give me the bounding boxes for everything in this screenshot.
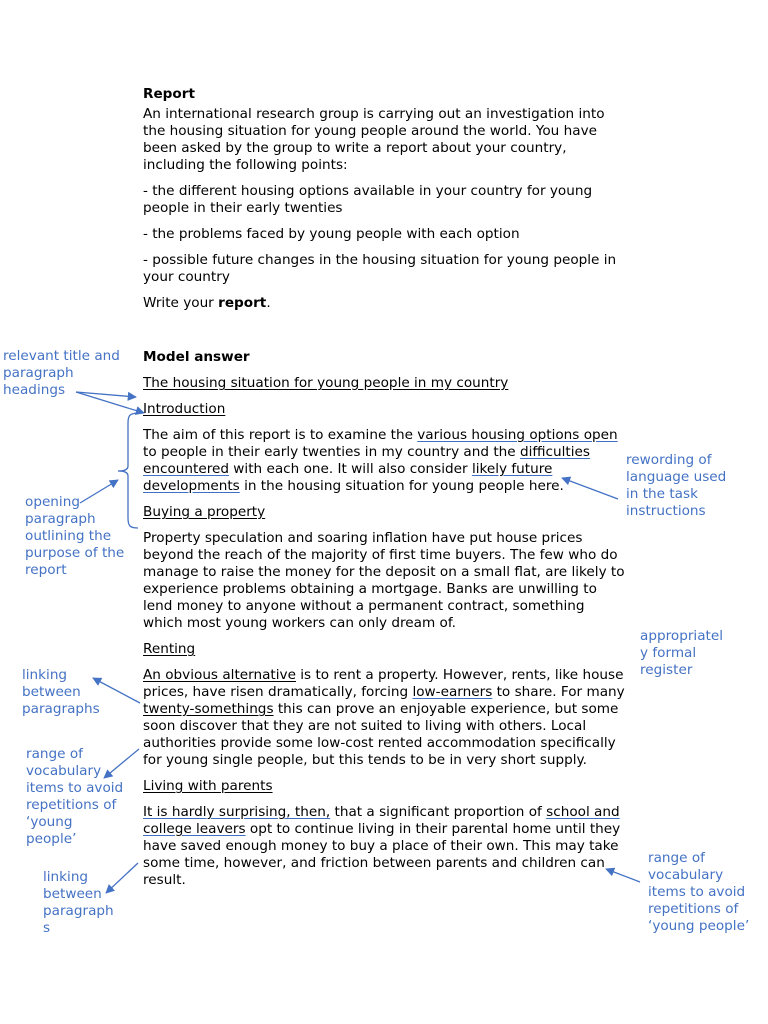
paragraph-renting: An obvious alternative is to rent a property. However, rents, like house prices, have risen dramatically, forcing low-earners to share. For many twenty-somethings this can prove an enjoyable experience, but some soon discover that they are not suited to living with others. Local authorities provide some low-cost rented accommodation specifically for young single people, but this tends to be in very short supply.: [143, 667, 625, 768]
heading-renting: Renting: [143, 641, 196, 657]
heading-parents: Living with parents: [143, 778, 273, 794]
annotation-formal-register: appropriatel y formal register: [640, 628, 723, 678]
annotation-rewording: rewording of language used in the task instructions: [626, 452, 727, 519]
annotation-linking-2: linking between paragraph s: [43, 869, 114, 936]
document-body: [143, 86, 627, 889]
task-intro: An international research group is carrying out an investigation into the housing situation for young people around the world. You have been asked by the group to write a report about your country, including the following points:: [143, 106, 605, 173]
annotation-vocab-left: range of vocabulary items to avoid repetitions of ‘young people’: [26, 746, 124, 847]
paragraph-buying: Property speculation and soaring inflation have put house prices beyond the reach of the majority of first time buyers. The few who do manage to raise the money for the deposit on a small flat, are likely to experience problems obtaining a mortgage. Banks are unwilling to lend money to anyone without a permanent contract, something which most young workers can only dream of.: [143, 530, 625, 631]
annotation-linking-1: linking between paragraphs: [22, 667, 100, 717]
task-title: Report: [143, 86, 195, 102]
model-title: The housing situation for young people in my country: [143, 375, 509, 391]
task-instruction: Write your report.: [143, 295, 271, 311]
heading-introduction: Introduction: [143, 401, 226, 417]
task-point-3: - possible future changes in the housing situation for young people in your country: [143, 252, 617, 285]
annotation-vocab-right: range of vocabulary items to avoid repetitions of ‘young people’: [648, 850, 750, 934]
heading-buying: Buying a property: [143, 504, 266, 520]
annotation-opening-paragraph: opening paragraph outlining the purpose of the report: [25, 494, 125, 578]
paragraph-parents: It is hardly surprising, then, that a significant proportion of school and college leavers opt to continue living in their parental home until they have saved enough money to buy a place of their own. This may take some time, however, and friction between parents and children can result.: [143, 804, 621, 888]
annotation-relevant-title: relevant title and paragraph headings: [3, 348, 120, 398]
model-answer-heading: Model answer: [143, 349, 250, 365]
task-point-1: - the different housing options available in your country for young people in their early twenties: [143, 183, 593, 216]
task-point-2: - the problems faced by young people with each option: [143, 226, 520, 242]
paragraph-introduction: The aim of this report is to examine the various housing options open to people in their early twenties in my country and the difficulties encountered with each one. It will also consider likely future developments in the housing situation for young people here.: [143, 427, 618, 494]
